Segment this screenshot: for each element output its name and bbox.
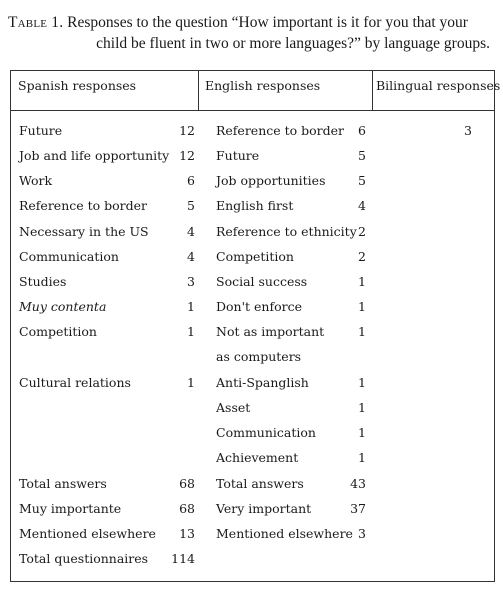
header-rule <box>10 110 495 111</box>
english-response-label: Reference to ethnicity <box>216 224 357 239</box>
english-response-count: 1 <box>358 299 366 314</box>
spanish-response-label: Studies <box>19 274 67 289</box>
spanish-response-count: 12 <box>179 148 195 163</box>
header-spanish: Spanish responses <box>18 78 137 93</box>
spanish-response-label: Necessary in the US <box>19 224 149 239</box>
spanish-response-count: 1 <box>187 375 195 390</box>
spanish-response-label: Cultural relations <box>19 375 131 390</box>
spanish-total-label: Total answers <box>19 476 107 491</box>
bilingual-response-count: 3 <box>464 123 472 138</box>
english-response-count: 1 <box>358 375 366 390</box>
spanish-response-label: Competition <box>19 324 97 339</box>
spanish-total-value: 68 <box>179 476 195 491</box>
spanish-response-count: 4 <box>187 224 195 239</box>
english-response-label-cont: as computers <box>216 349 302 364</box>
spanish-response-count: 1 <box>187 299 195 314</box>
spanish-response-count: 3 <box>187 274 195 289</box>
english-response-label: English first <box>216 198 294 213</box>
spanish-total-value: 114 <box>171 551 195 566</box>
english-response-label: Competition <box>216 249 294 264</box>
caption-text-line-1: Responses to the question “How important is it for you that your <box>67 14 468 31</box>
english-total-value: 3 <box>358 526 366 541</box>
english-response-count: 1 <box>358 425 366 440</box>
column-divider-1 <box>198 70 199 111</box>
english-response-count: 1 <box>358 324 366 339</box>
english-response-count: 1 <box>358 450 366 465</box>
header-english: English responses <box>205 78 321 93</box>
english-total-label: Mentioned elsewhere <box>216 526 353 541</box>
spanish-response-count: 6 <box>187 173 195 188</box>
english-response-count: 6 <box>358 123 366 138</box>
english-total-label: Very important <box>216 501 312 516</box>
english-response-count: 5 <box>358 148 366 163</box>
english-response-count: 1 <box>358 400 366 415</box>
english-total-value: 37 <box>350 501 366 516</box>
spanish-response-count: 4 <box>187 249 195 264</box>
spanish-response-count: 5 <box>187 198 195 213</box>
english-response-label: Not as important <box>216 324 325 339</box>
spanish-response-count: 12 <box>179 123 195 138</box>
english-response-count: 5 <box>358 173 366 188</box>
english-response-count: 1 <box>358 274 366 289</box>
column-divider-2 <box>372 70 373 111</box>
spanish-response-label: Work <box>19 173 53 188</box>
english-response-label: Don't enforce <box>216 299 303 314</box>
spanish-response-label: Reference to border <box>19 198 148 213</box>
spanish-total-label: Total questionnaires <box>19 551 149 566</box>
english-total-value: 43 <box>350 476 366 491</box>
english-response-label: Future <box>216 148 260 163</box>
english-response-count: 2 <box>358 224 366 239</box>
spanish-response-label: Muy contenta <box>19 299 107 314</box>
spanish-response-label: Communication <box>19 249 119 264</box>
caption-text-line-2: child be fluent in two or more languages?” by language groups. <box>96 35 490 52</box>
header-bilingual: Bilingual responses <box>376 78 501 93</box>
spanish-total-value: 13 <box>179 526 195 541</box>
table-caption <box>8 12 498 54</box>
english-total-label: Total answers <box>216 476 304 491</box>
caption-lead: Table 1. <box>8 14 64 31</box>
spanish-total-label: Muy importante <box>19 501 122 516</box>
spanish-total-label: Mentioned elsewhere <box>19 526 156 541</box>
spanish-response-count: 1 <box>187 324 195 339</box>
english-response-label: Asset <box>216 400 251 415</box>
english-response-label: Job opportunities <box>216 173 326 188</box>
english-response-label: Anti-Spanglish <box>216 375 309 390</box>
english-response-count: 2 <box>358 249 366 264</box>
spanish-response-label: Job and life opportunity <box>19 148 170 163</box>
spanish-response-label: Future <box>19 123 63 138</box>
english-response-count: 4 <box>358 198 366 213</box>
english-response-label: Social success <box>216 274 308 289</box>
english-response-label: Achievement <box>216 450 299 465</box>
english-response-label: Communication <box>216 425 316 440</box>
english-response-label: Reference to border <box>216 123 345 138</box>
spanish-total-value: 68 <box>179 501 195 516</box>
